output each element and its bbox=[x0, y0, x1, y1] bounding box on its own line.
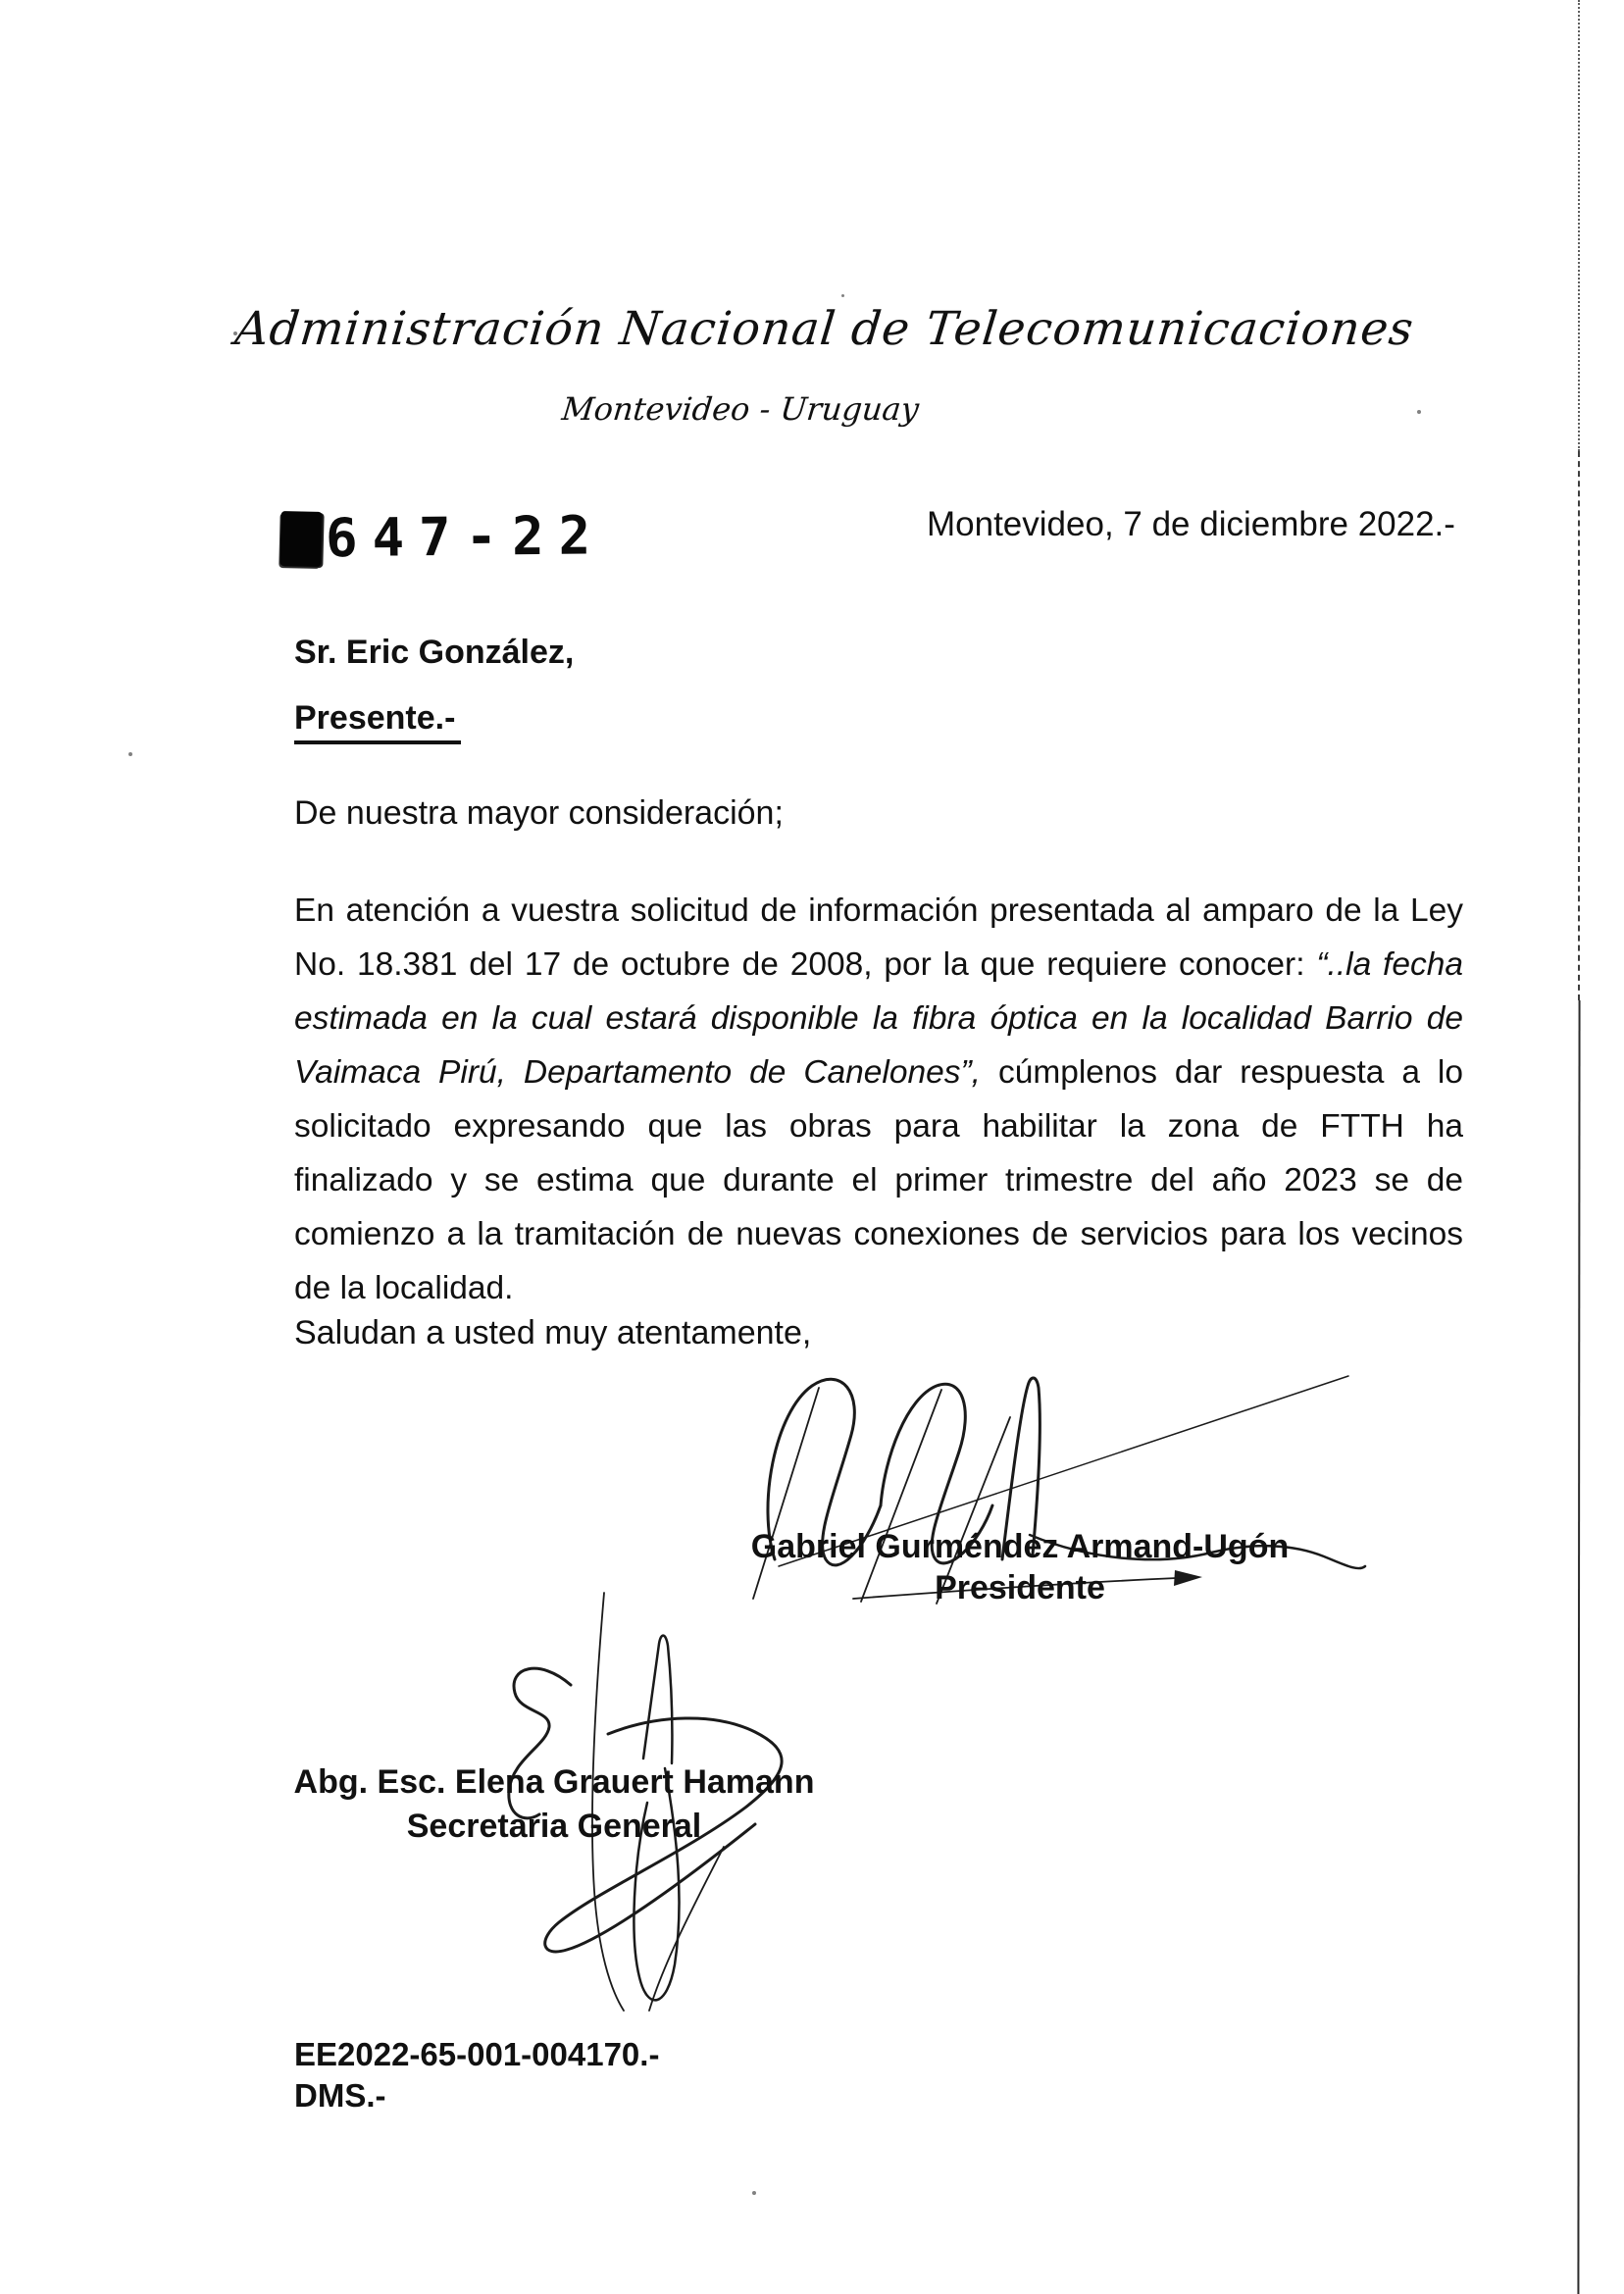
closing-line: Saludan a usted muy atentamente, bbox=[294, 1314, 812, 1351]
body-text-tail: cúmplenos dar respuesta a lo solicitado expresando que las obras para habilitar la zona de FTTH ha finalizado y se estima que durante el primer trimestre del año 2023 se de comienzo a la tramitación de nuevas conexiones de servicios para los vecinos de la localidad. bbox=[294, 1054, 1463, 1306]
recipient-name: Sr. Eric González, bbox=[294, 634, 575, 671]
recipient-presente: Presente.- bbox=[294, 699, 461, 744]
scan-speck bbox=[752, 2191, 756, 2195]
body-text-lead: En atención a vuestra solicitud de información presentada al amparo de la Ley No. 18.381 del 17 de octubre de 2008, por la que requiere conocer: bbox=[294, 892, 1463, 983]
date-line: Montevideo, 7 de diciembre 2022.- bbox=[927, 505, 1455, 543]
signer-title-president: Presidente bbox=[935, 1569, 1105, 1606]
ink-blob bbox=[279, 511, 322, 567]
scan-speck bbox=[128, 752, 132, 756]
salutation: De nuestra mayor consideración; bbox=[294, 794, 784, 832]
signer-name-president: Gabriel Gurméndez Armand-Ugón bbox=[750, 1528, 1290, 1565]
body-paragraph bbox=[294, 884, 1463, 1315]
scan-speck bbox=[841, 294, 844, 297]
signer-title-secretary: Secretaria General bbox=[406, 1808, 702, 1845]
scan-artifact-line bbox=[1578, 451, 1580, 1000]
letterhead-org-name: Administración Nacional de Telecomunicaciones bbox=[232, 302, 1417, 356]
clerk-initials: DMS.- bbox=[294, 2077, 386, 2114]
scan-artifact-line bbox=[1577, 1000, 1580, 2294]
scan-speck bbox=[1417, 410, 1421, 414]
signer-name-secretary: Abg. Esc. Elena Grauert Hamann bbox=[293, 1763, 815, 1801]
file-number-stamp bbox=[280, 504, 606, 569]
file-reference: EE2022-65-001-004170.- bbox=[294, 2036, 660, 2072]
letterhead-location: Montevideo - Uruguay bbox=[560, 390, 921, 428]
file-number: 647-22 bbox=[325, 504, 606, 570]
scan-artifact-line bbox=[1578, 0, 1580, 451]
body-quote-italic: “..la fecha estimada en la cual estará disponible la fibra óptica en la localidad Barrio de Vaimaca Pirú, Departamento de Canelones”, bbox=[294, 946, 1463, 1091]
